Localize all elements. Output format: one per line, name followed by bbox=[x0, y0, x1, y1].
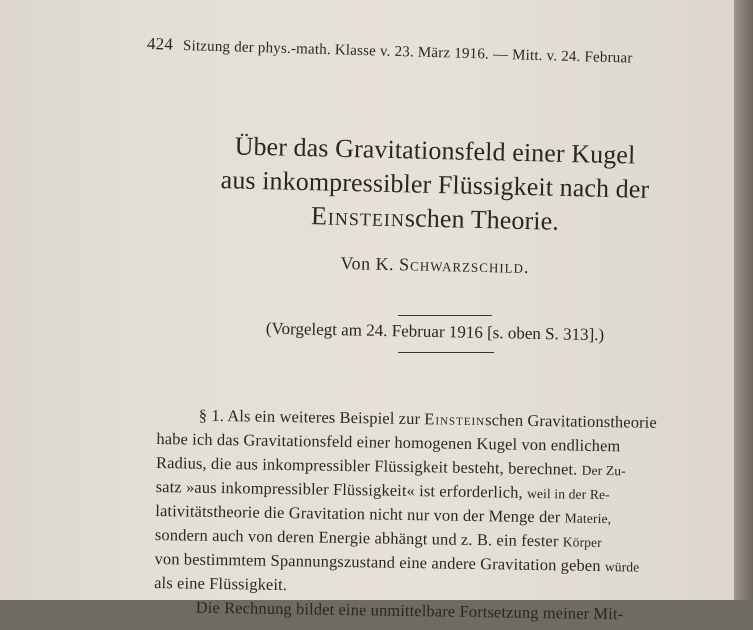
presented-note: (Vorgelegt am 24. Februar 1916 [s. oben S. 313].) bbox=[265, 318, 605, 345]
para-line-4-b: weil in der Re- bbox=[526, 485, 610, 503]
para-line-4-a: satz »aus inkompressibler Flüssigkeit« ist erforderlich, bbox=[155, 476, 523, 502]
book-page-edge bbox=[734, 0, 753, 600]
para-line-7-b: würde bbox=[604, 559, 640, 575]
body-paragraph bbox=[154, 405, 727, 630]
author-name: Schwarzschild. bbox=[398, 254, 530, 277]
title-line-3-rest: schen Theorie. bbox=[404, 203, 560, 236]
para-line-2: habe ich das Gravitationsfeld einer homogenen Kugel von endlichem bbox=[156, 428, 621, 456]
running-title: Sitzung der phys.-math. Klasse v. 23. März 1916. — Mitt. v. 24. Februar bbox=[182, 38, 633, 67]
para-line-5-b: Materie, bbox=[564, 510, 612, 527]
rule-top bbox=[398, 315, 492, 316]
title-line-2: aus inkompressibler Flüssigkeit nach der bbox=[220, 165, 650, 204]
title-line-1: Über das Gravitationsfeld einer Kugel bbox=[234, 131, 636, 170]
para-line-8: als eine Flüssigkeit. bbox=[154, 572, 288, 595]
running-header bbox=[147, 34, 633, 68]
author-prefix: Von K. bbox=[340, 253, 395, 275]
para-line-6-a: sondern auch von deren Energie abhängt und z. B. ein fester bbox=[154, 524, 559, 551]
para-line-1-b: schen Gravitationstheorie bbox=[485, 410, 658, 432]
para-line-3-a: Radius, die aus inkompressibler Flüssigkeit besteht, berechnet. bbox=[155, 452, 578, 479]
rule-bottom bbox=[398, 352, 494, 353]
para-einstein: Einstein bbox=[424, 409, 486, 430]
para-line-5-a: lativitätstheorie die Gravitation nicht nur von der Menge der bbox=[155, 500, 561, 527]
para-line-1-a: Als ein weiteres Beispiel zur bbox=[227, 406, 421, 429]
para-line-3-b: Der Zu- bbox=[581, 462, 626, 479]
section-mark: § 1. bbox=[198, 405, 225, 426]
para-line-9-partial: Die Rechnung bildet eine unmittelbare Fortsetzung meiner Mit- bbox=[195, 597, 624, 624]
para-line-7-a: von bestimmtem Spannungszustand eine andere Gravitation geben bbox=[154, 548, 601, 575]
title-einstein: Einstein bbox=[310, 201, 406, 233]
author-line bbox=[150, 249, 720, 282]
page-number: 424 bbox=[146, 34, 174, 54]
para-line-6-b: Körper bbox=[562, 534, 603, 551]
